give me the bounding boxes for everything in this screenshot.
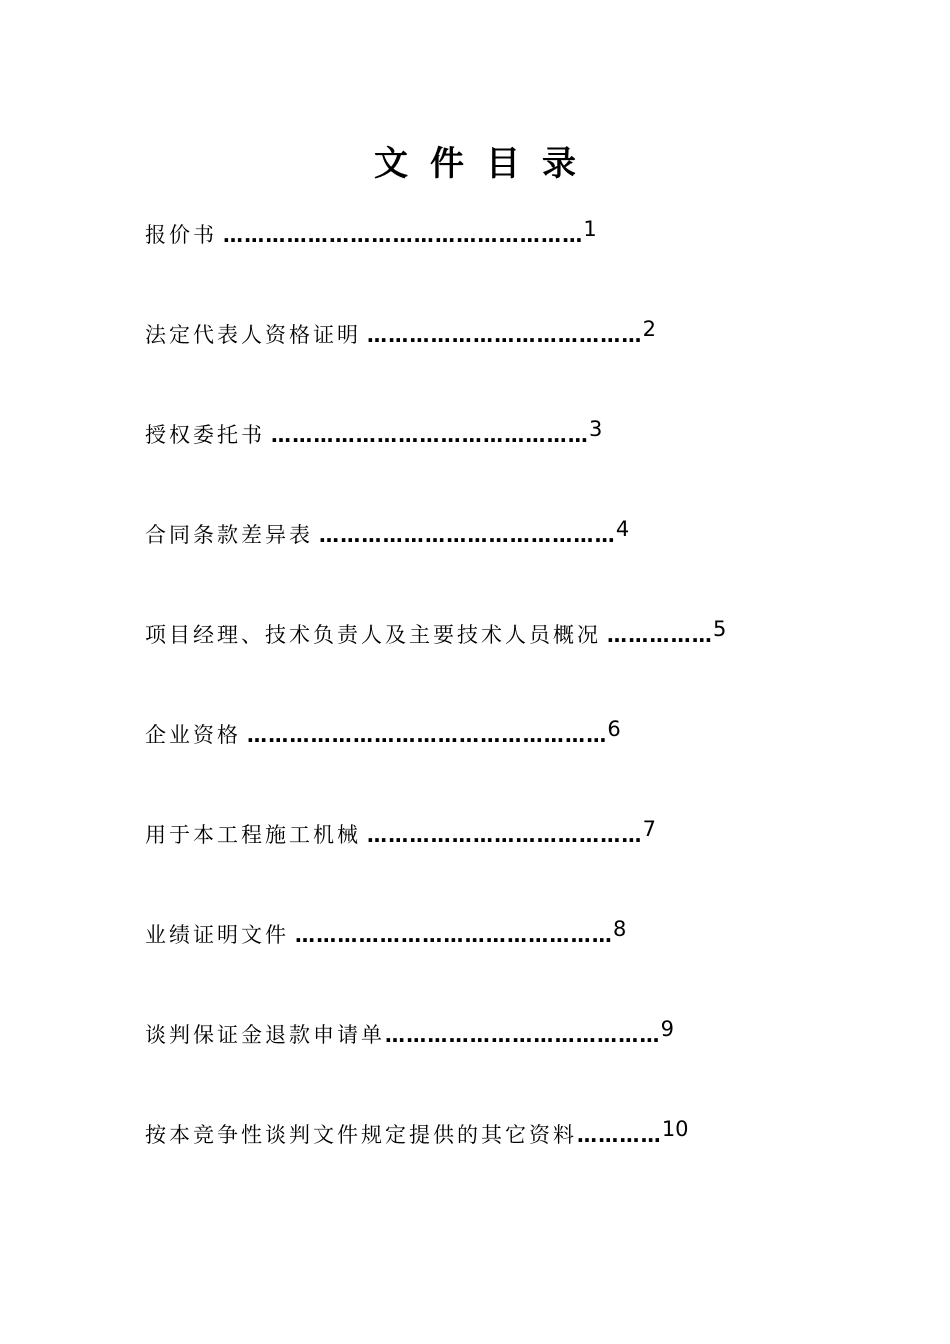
- toc-entry: [145, 700, 621, 750]
- toc-entry: [145, 800, 656, 850]
- toc-entry-page-number: 7: [642, 817, 656, 841]
- toc-entry-label: 业绩证明文件: [145, 923, 289, 947]
- toc-entry: [145, 1000, 674, 1050]
- toc-entry-label: 企业资格: [145, 723, 241, 747]
- page-title: 文件目录: [374, 144, 598, 184]
- toc-entry-leader: …………………………………: [367, 323, 643, 347]
- toc-entry: [145, 400, 602, 450]
- toc-entry-page-number: 9: [660, 1017, 674, 1041]
- toc-entry: [145, 600, 726, 650]
- toc-entry-label: 授权委托书: [145, 423, 265, 447]
- toc-entry-leader: ……………: [607, 623, 713, 647]
- toc-entry-leader: …………………………………: [385, 1023, 661, 1047]
- toc-entry-page-number: 2: [642, 317, 656, 341]
- toc-entry-page-number: 5: [713, 617, 727, 641]
- toc-entry-page-number: 4: [615, 517, 630, 541]
- toc-entry-leader: ………………………………………: [295, 923, 613, 947]
- toc-entry-label: 项目经理、技术负责人及主要技术人员概况: [145, 623, 601, 647]
- toc-entry-leader: ………………………………………: [271, 423, 589, 447]
- toc-entry-page-number: 8: [613, 917, 627, 941]
- toc-entry: [145, 900, 626, 950]
- toc-entry-page-number: 1: [583, 217, 597, 241]
- toc-entry-leader: ……………………………………: [319, 523, 616, 547]
- toc-entry-label: 用于本工程施工机械: [145, 823, 361, 847]
- toc-entry: [145, 300, 656, 350]
- toc-entry-label: 法定代表人资格证明: [145, 323, 361, 347]
- toc-entry: [145, 1100, 689, 1150]
- toc-entry-leader: …………: [577, 1123, 662, 1147]
- toc-entry-leader: ……………………………………………: [247, 723, 608, 747]
- toc-entry: [145, 200, 597, 250]
- toc-entry-leader: …………………………………: [367, 823, 643, 847]
- toc-entry-page-number: 3: [589, 417, 603, 441]
- toc-entry-label: 谈判保证金退款申请单: [145, 1023, 385, 1047]
- toc-entry-page-number: 10: [661, 1117, 689, 1141]
- toc-entry-label: 按本竞争性谈判文件规定提供的其它资料: [145, 1123, 577, 1147]
- toc-entry-page-number: 6: [607, 717, 621, 741]
- toc-entry-label: 合同条款差异表: [145, 523, 313, 547]
- toc-entry-leader: ……………………………………………: [223, 223, 584, 247]
- toc-entry-label: 报价书: [145, 223, 217, 247]
- toc-entry: [145, 500, 629, 550]
